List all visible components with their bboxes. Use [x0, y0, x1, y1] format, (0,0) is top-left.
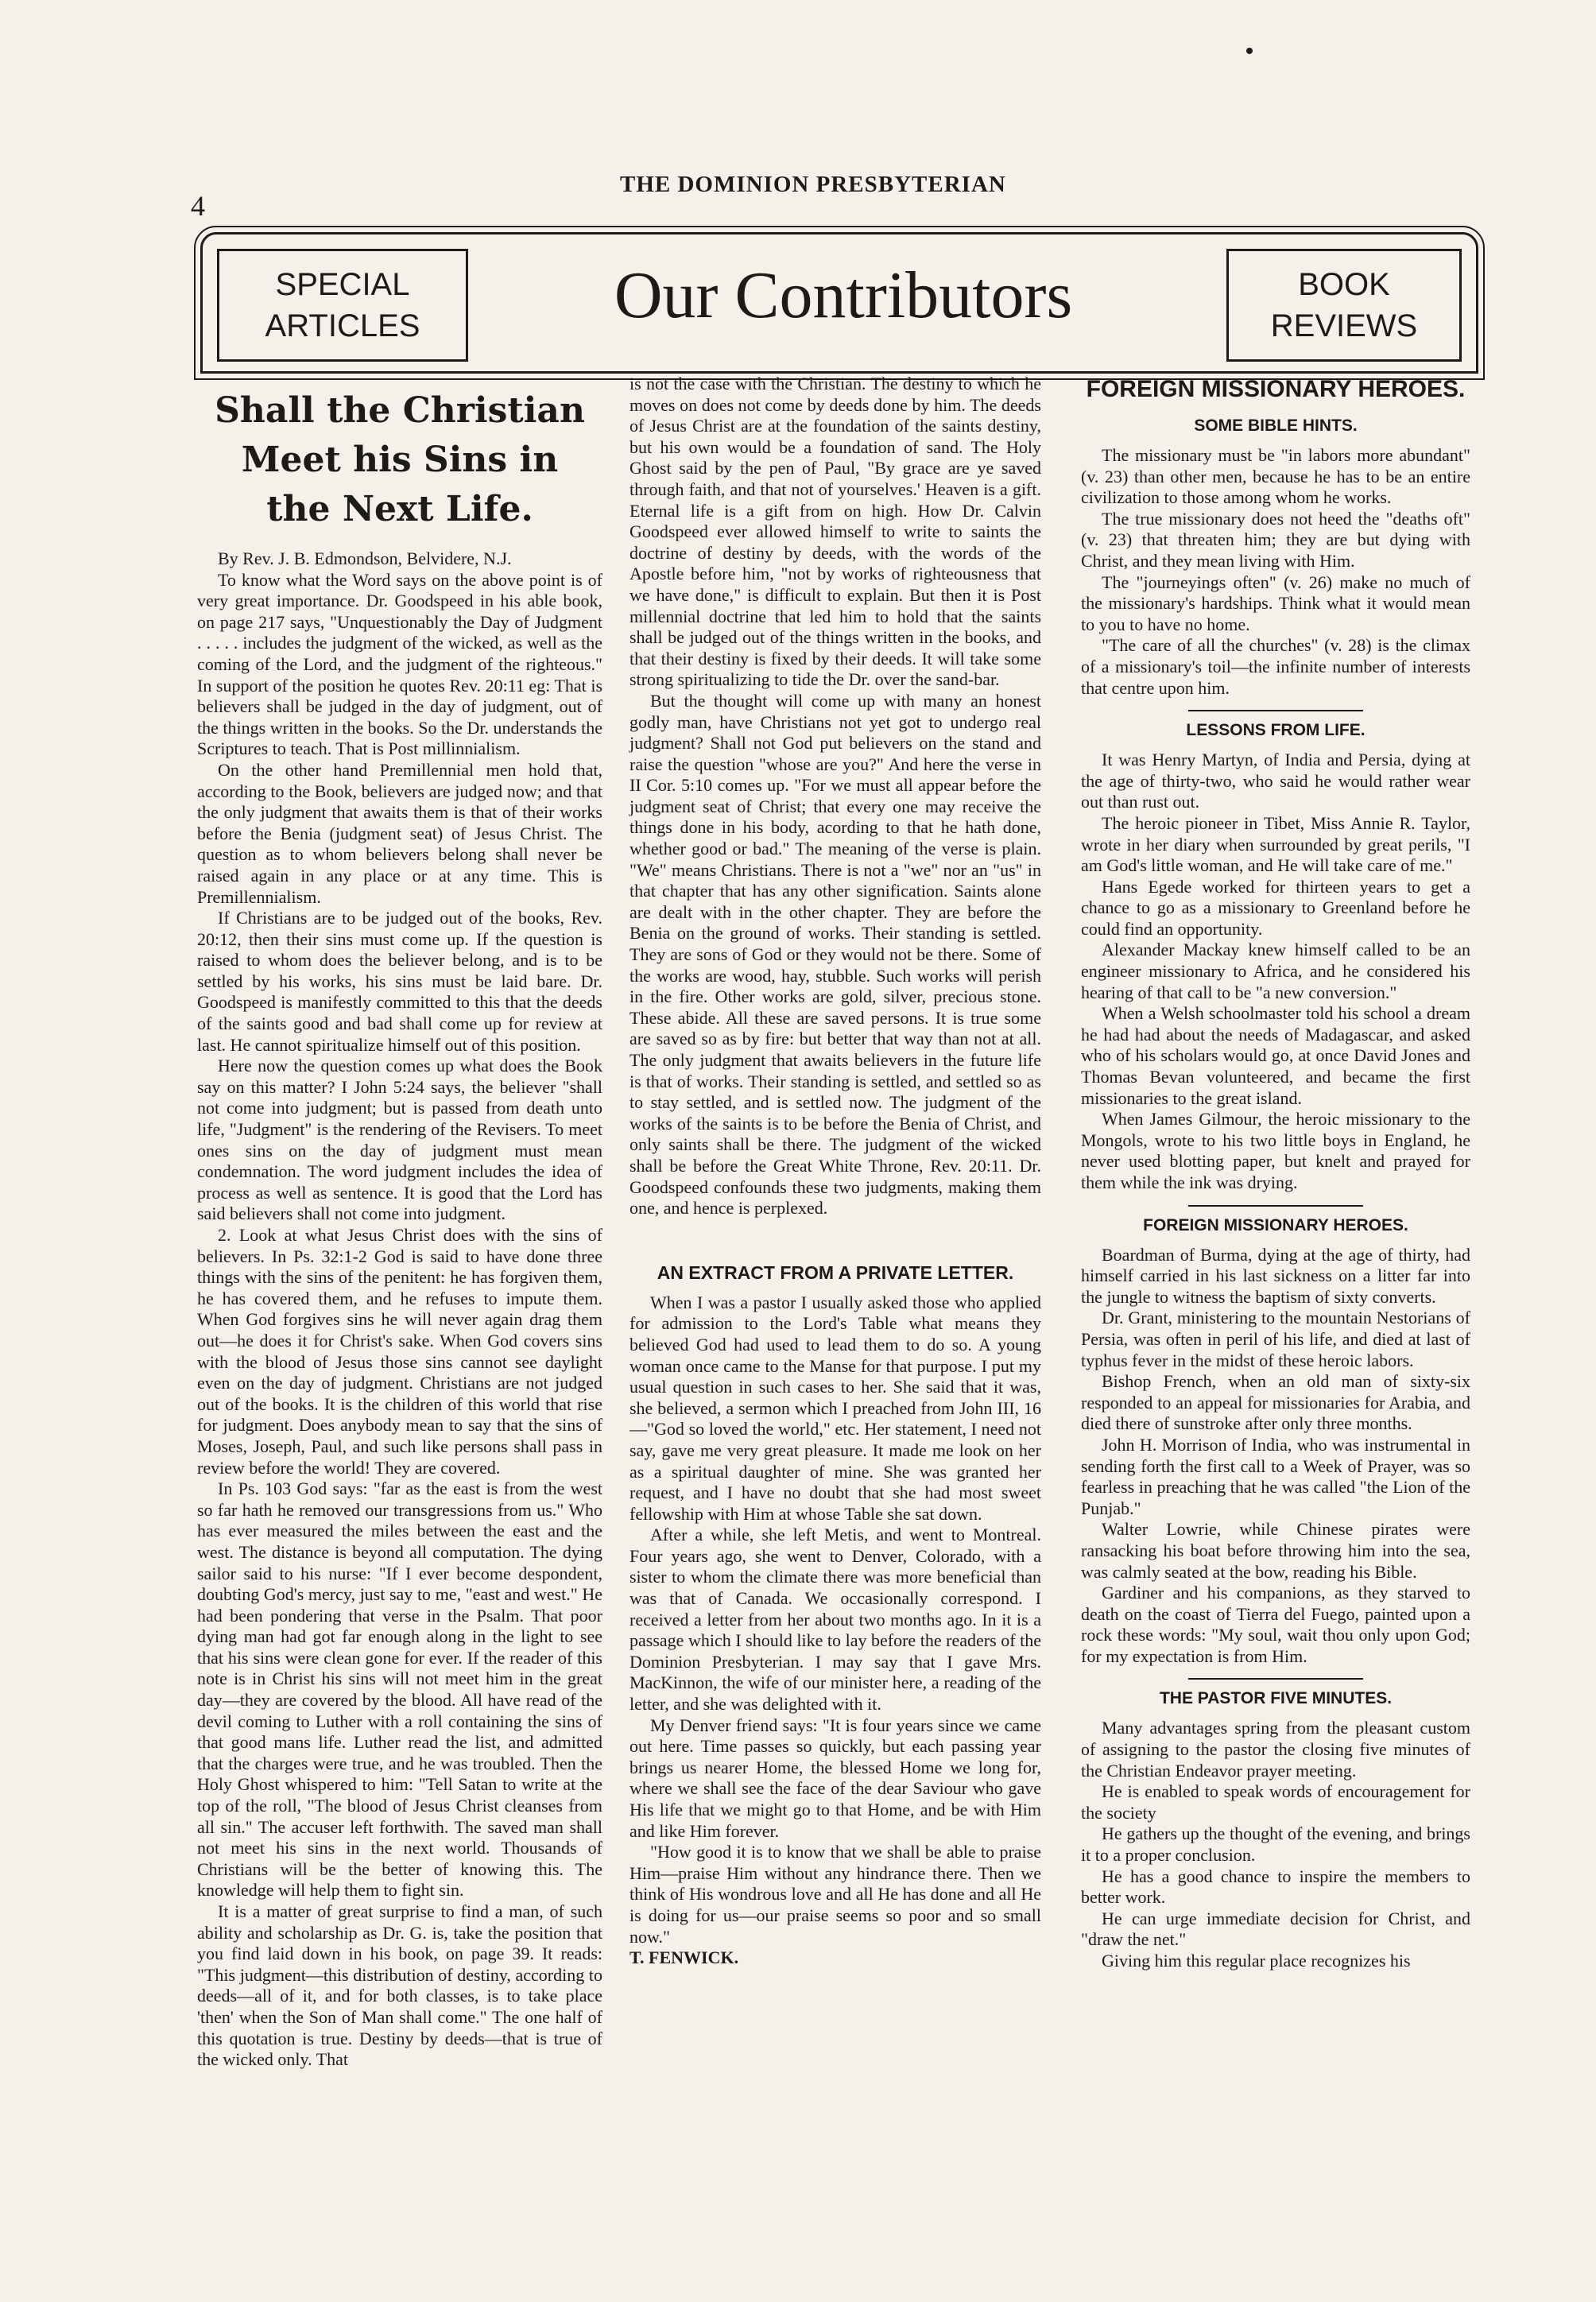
article-title-line-2: the Next Life. — [266, 489, 533, 529]
paragraph: In Ps. 103 God says: "far as the east is from the west so far hath he removed our transgressions from us." Who has ever measured the miles between the east and the west. The distance is beyond all computation. The dying sailor said to his nurse: "If I ever become despondent, doubting God's mercy, just say to me, "east and west." He had been pondering that verse in the Psalm. That poor dying man had got far enough along in the light to see that his sins were clean gone for ever. If the reader of this note is in Christ his sins will not meet him in the great day—they are covered by the blood. All have read of the devil coming to Luther with a roll containing the sins of that good mans life. Luther read the list, and admitted that the charges were true, and he was troubled. Then the Holy Ghost whispered to him: "Tell Satan to write at the top of the roll, "The blood of Jesus Christ cleanses from all sin." The accuser left forthwith. The saved man shall not meet his sins in the next world. Thousands of Christians will be the better of knowing this. The knowledge will help them to fight sin. — [197, 1478, 602, 1901]
paragraph: The true missionary does not heed the "deaths oft" (v. 23) that threaten him; they are but dying with Christ, and they mean living with Him. — [1081, 508, 1470, 571]
section-masthead — [200, 232, 1478, 374]
pastor-heading: THE PASTOR FIVE MINUTES. — [1159, 1689, 1393, 1708]
special-articles-box — [217, 249, 468, 362]
paragraph: He can urge immediate decision for Christ, and "draw the net." — [1081, 1908, 1470, 1950]
paragraph: 2. Look at what Jesus Christ does with the sins of believers. In Ps. 32:1-2 God is said to have done three things with the sins of the penitent: he has forgiven them, he has covered them, and he refuses to impute them. When God forgives sins he will never again drag them out—he does it for Christ's sake. When God covers sins with the blood of Jesus those sins cannot see daylight even on the day of judgment. Christians are not judged out of the books. It is the children of this world that rise for judgment. Does anybody mean to say that the sins of Moses, Joseph, Paul, and such like persons shall pass in review before the world! They are covered. — [197, 1225, 602, 1478]
paragraph: My Denver friend says: "It is four years since we came out here. Time passes so quickly, but each passing year brings us nearer Home, the blessed Home we long for, where we shall see the face of the dear Saviour who gave His life that we might go to that Home, and be with Him and like Him forever. — [629, 1715, 1041, 1841]
paragraph: It is a matter of great surprise to find a man, of such ability and scholarship as Dr. G. is, take the position that you find laid down in his book, on page 39. It reads: "This judgment—this distribution of destiny, according to deeds—all of it, and for both classes, is to take place 'then' when the Son of Man shall come." The one half of this quotation is true. Destiny by deeds—that is true of the wicked only. That — [197, 1901, 602, 2070]
paragraph: Boardman of Burma, dying at the age of thirty, had himself carried in his last sickness on a litter far into the jungle to witness the baptism of sixty converts. — [1081, 1244, 1470, 1307]
paragraph: The missionary must be "in labors more abundant" (v. 23) than other men, because he has to be an entire civilization to those among whom he works. — [1081, 445, 1470, 508]
missionary-heroes-title: FOREIGN MISSIONARY HEROES. — [1086, 376, 1466, 402]
letter-title: AN EXTRACT FROM A PRIVATE LETTER. — [657, 1261, 1014, 1283]
byline: By Rev. J. B. Edmondson, Belvidere, N.J. — [218, 548, 512, 568]
column-1 — [197, 374, 602, 2071]
paragraph: When I was a pastor I usually asked those who applied for admission to the Lord's Table what means they believed God had used to lead them to do so. A young woman once came to the Manse for that purpose. I put my usual question in such cases to her. She said that it was, she believed, a sermon which I preached from John III, 16—"God so loved the world," etc. Her statement, I need not say, gave me very great pleasure. It made me look on her as a spiritual daughter of mine. She was granted her request, and I have no doubt that she had most sweet fellowship with Him at whose Table she sat down. — [629, 1292, 1041, 1524]
paragraph: Hans Egede worked for thirteen years to get a chance to go as a missionary to Greenland before he could find an opportunity. — [1081, 876, 1470, 939]
article-title-sins — [197, 386, 602, 534]
column-2 — [629, 374, 1041, 1969]
paragraph: The "journeyings often" (v. 26) make no much of the missionary's hardships. Think what it would mean to you to have no home. — [1081, 572, 1470, 634]
bible-hints-heading: SOME BIBLE HINTS. — [1194, 417, 1358, 435]
book-label: BOOK — [1298, 267, 1390, 302]
divider — [1188, 1205, 1363, 1207]
paragraph: When a Welsh schoolmaster told his school a dream he had had about the needs of Madagascar, and asked who of his scholars would go, at once David Jones and Thomas Bevan volunteered, and became the first missionaries to the great island. — [1081, 1003, 1470, 1108]
paragraph: If Christians are to be judged out of the books, Rev. 20:12, then their sins must come up. If the question is raised to whom does the believer belong, and is to be settled by his works, his sins must be laid bare. Dr. Goodspeed is manifestly committed to this that the deeds of the saints good and bad shall come up for review at last. He cannot spiritualize himself out of this position. — [197, 908, 602, 1055]
paragraph: To know what the Word says on the above point is of very great importance. Dr. Goodspeed in his able book, on page 217 says, "Unquestionably the Day of Judgment . . . . . includes the judgment of the wicked, as well as the coming of the Lord, and the judgment of the righteous." In support of the position he quotes Rev. 20:11 eg: That is believers shall be judged in the day of judgment, out of the things written in the books. So the Dr. understands the Scriptures to teach. That is Post millinnialism. — [197, 569, 602, 759]
divider — [1188, 710, 1363, 711]
paragraph: The heroic pioneer in Tibet, Miss Annie R. Taylor, wrote in her diary when surrounded by great perils, "I am God's little woman, and He will take care of me." — [1081, 812, 1470, 876]
paragraph: Here now the question comes up what does the Book say on this matter? I John 5:24 says, the believer "shall not come into judgment; but is passed from death unto life, "Judgment" is the rendering of the Revisers. To meet ones sins on the day of judgment must mean condemnation. The word judgment includes the idea of process as well as sentence. It is good that the Lord has said believers shall not come into judgment. — [197, 1056, 602, 1224]
reviews-label: REVIEWS — [1270, 308, 1418, 343]
page-number: 4 — [191, 190, 205, 222]
paragraph: is not the case with the Christian. The destiny to which he moves on does not come by deeds done by him. The deeds of Jesus Christ are at the foundation of the saints destiny, but his own would be a foundation of sand. The Holy Ghost said by the pen of Paul, "By grace are ye saved through faith, and that not of yourselves.' Heaven is a gift. Eternal life is a gift from on high. How Dr. Calvin Goodspeed ever allowed himself to write to saints the doctrine of destiny by deeds, with the words of the Apostle before him, "not by works of righteousness that we have done," is difficult to explain. But then it is Post millennial doctrine that led him to hold that the saints shall be judged out of the things written in the books, and that their destiny is fixed by their deeds. It will take some strong spiritualizing to tide the Dr. over the sand-bar. — [629, 374, 1041, 690]
paragraph: "How good it is to know that we shall be able to praise Him—praise Him without any hindrance there. Then we think of His wondrous love and all He has done and all He is doing for us—our praise seems so poor and so small now." — [629, 1842, 1041, 1947]
paragraph: "The care of all the churches" (v. 28) is the climax of a missionary's toil—the infinite number of interests that centre upon him. — [1081, 635, 1470, 698]
column-3 — [1081, 374, 1470, 1972]
section-title: Our Contributors — [614, 258, 1073, 332]
divider — [1188, 1678, 1363, 1680]
paragraph: Dr. Grant, ministering to the mountain Nestorians of Persia, was often in peril of his life, and died at last of typhus fever in the midst of these heroic labors. — [1081, 1308, 1470, 1370]
paragraph: After a while, she left Metis, and went to Montreal. Four years ago, she went to Denver, Colorado, with a sister to whom the climate there was more beneficial than was that of Canada. We occasionally correspond. I received a letter from her about two months ago. In it is a passage which I should like to lay before the readers of the Dominion Presbyterian. I may say that I gave Mrs. MacKinnon, the wife of our minister here, a reading of the letter, and she was delighted with it. — [629, 1525, 1041, 1715]
paragraph: Many advantages spring from the pleasant custom of assigning to the pastor the closing five minutes of the Christian Endeavor prayer meeting. — [1081, 1718, 1470, 1781]
running-head: THE DOMINION PRESBYTERIAN — [620, 172, 1006, 197]
paragraph: On the other hand Premillennial men hold that, according to the Book, believers are judged now; and that the only judgment that awaits them is that of their works before the Benia (judgment seat) of Jesus Christ. The question as to whom believers belong shall never be raised again in any place or at any time. This is Premillennialism. — [197, 759, 602, 907]
article-title-line-1: Shall the Christian Meet his Sins in — [215, 390, 585, 480]
paragraph: He gathers up the thought of the evening, and brings it to a proper conclusion. — [1081, 1823, 1470, 1866]
ink-speck — [1246, 48, 1253, 54]
paragraph: He has a good chance to inspire the members to better work. — [1081, 1866, 1470, 1908]
paragraph: But the thought will come up with many an honest godly man, have Christians not yet got to undergo real judgment? Shall not God put believers on the stand and raise the question "whose are you?" And here the verse in II Cor. 5:10 comes up. "For we must all appear before the judgment seat of Christ; that every one may receive the things done in his body, acording to that he hath done, whether good or bad." The meaning of the verse is plain. "We" means Christians. There is not a "we" nor an "us" in that chapter that has any other signification. Saints alone are dealt with in the other chapter. They are before the Benia on the ground of works. Their standing is settled. They are sons of God or they would not be there. Some of the works are wood, hay, stubble. Such works will perish in the fire. Other works are gold, silver, precious stone. These abide. All these are saved persons. It is true some are saved so as by fire: but better that way than not at all. The only judgment that awaits believers in the future life is that of works. Their standing is settled, and settled so as to stay settled, and is settled now. The judgment of the works of the saints is to be before the Benia of Christ, and only saints shall be there. The judgment of the wicked shall be before the Great White Throne, Rev. 20:11. Dr. Goodspeed confounds these two judgments, making them one, and hence is perplexed. — [629, 690, 1041, 1219]
articles-label: ARTICLES — [265, 308, 420, 343]
paragraph: He is enabled to speak words of encouragement for the society — [1081, 1781, 1470, 1823]
special-label: SPECIAL — [275, 267, 410, 302]
lessons-heading: LESSONS FROM LIFE. — [1186, 721, 1366, 740]
book-reviews-box — [1226, 249, 1462, 362]
letter-signature: T. FENWICK. — [629, 1947, 739, 1968]
paragraph: Giving him this regular place recognizes his — [1102, 1951, 1411, 1971]
paragraph: Walter Lowrie, while Chinese pirates were ransacking his boat before throwing him into the sea, was calmly seated at the bow, reading his Bible. — [1081, 1519, 1470, 1582]
heroes-heading: FOREIGN MISSIONARY HEROES. — [1143, 1215, 1408, 1234]
paragraph: It was Henry Martyn, of India and Persia, dying at the age of thirty-two, who said he would rather wear out than rust out. — [1081, 750, 1470, 812]
paragraph: Alexander Mackay knew himself called to be an engineer missionary to Africa, and he considered his hearing of that call to be "a new conversion." — [1081, 940, 1470, 1002]
paragraph: Gardiner and his companions, as they starved to death on the coast of Tierra del Fuego, painted upon a rock these words: "My soul, wait thou only upon God; for my expectation is from Him. — [1081, 1583, 1470, 1666]
paragraph: When James Gilmour, the heroic missionary to the Mongols, wrote to his two little boys in England, he never used blotting paper, but knelt and prayed for them while the ink was drying. — [1081, 1109, 1470, 1192]
paragraph: Bishop French, when an old man of sixty-six responded to an appeal for missionaries for Arabia, and died there of sunstroke after only three months. — [1081, 1371, 1470, 1434]
paragraph: John H. Morrison of India, who was instrumental in sending forth the first call to a Week of Prayer, was so fearless in preaching that he was called "the Lion of the Punjab." — [1081, 1434, 1470, 1518]
